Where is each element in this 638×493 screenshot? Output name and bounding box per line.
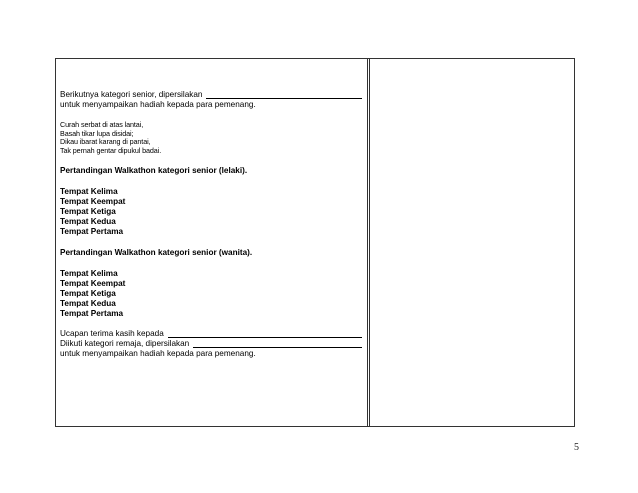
closing-line-2-text: Diikuti kategori remaja, dipersilakan (60, 339, 190, 349)
male-section-heading: Pertandingan Walkathon kategori senior (lelaki). (60, 166, 248, 176)
thanks-line (60, 329, 362, 339)
script-cell (60, 90, 362, 359)
female-section-heading: Pertandingan Walkathon kategori senior (wanita). (60, 248, 253, 258)
place-item: Tempat Keempat (60, 279, 126, 289)
male-places-list (60, 187, 362, 237)
place-item: Tempat Keempat (60, 197, 126, 207)
place-item: Tempat Kelima (60, 269, 118, 279)
pantun-line: Basah tikar lupa disidai; (60, 128, 134, 138)
place-item: Tempat Kedua (60, 217, 116, 227)
pantun-line: Curah serbat di atas lantai, (60, 120, 144, 129)
place-item: Tempat Ketiga (60, 289, 116, 299)
place-item: Tempat Kedua (60, 299, 116, 309)
pantun-line: Tak pernah gentar dipukul badai. (60, 145, 162, 155)
intro-line-1 (60, 90, 362, 100)
intro-line-1-text: Berikutnya kategori senior, dipersilakan (60, 90, 203, 99)
closing-line-3: untuk menyampaikan hadiah kepada para pemenang. (60, 349, 256, 359)
thanks-blank (168, 329, 362, 338)
column-divider (367, 59, 370, 426)
place-item: Tempat Ketiga (60, 207, 116, 217)
name-blank (206, 90, 362, 99)
page-number: 5 (574, 442, 579, 453)
place-item: Tempat Pertama (60, 309, 124, 319)
script-table (55, 58, 575, 427)
junior-name-blank (193, 339, 362, 348)
pantun (60, 121, 362, 155)
intro-paragraph (60, 90, 362, 110)
thanks-text: Ucapan terima kasih kepada (60, 329, 164, 339)
closing-line-2 (60, 339, 362, 349)
closing-paragraph (60, 329, 362, 359)
intro-line-2: untuk menyampaikan hadiah kepada para pemenang. (60, 100, 256, 109)
female-places-list (60, 269, 362, 319)
place-item: Tempat Kelima (60, 187, 118, 197)
pantun-line: Dikau ibarat karang di pantai, (60, 137, 151, 147)
place-item: Tempat Pertama (60, 227, 124, 237)
